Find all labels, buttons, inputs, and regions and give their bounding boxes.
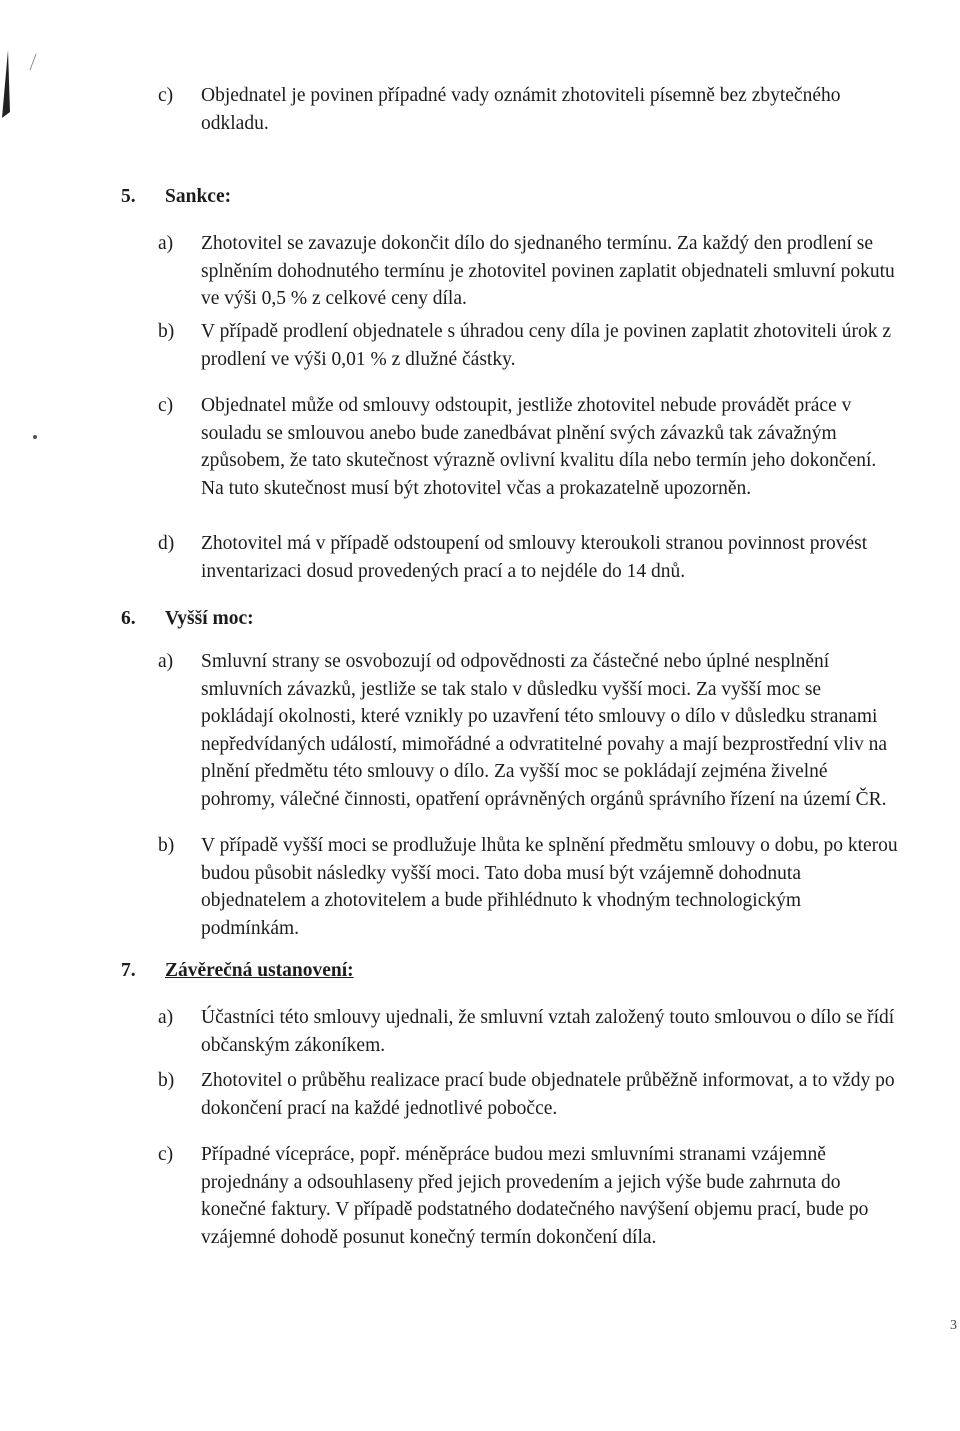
section-title: Sankce:	[165, 186, 232, 207]
clause-7b	[158, 1067, 898, 1122]
clause-text: Případné vícepráce, popř. méněpráce budou mezi smluvními stranami vzájemně projednány a odsouhlaseny před jejich provedením a jejich výše bude zahrnuta do konečné faktury. V případě podstatného dodatečného navýšení objemu prací, bude po vzájemné dohodě posunut konečný termín dokončení díla.	[201, 1144, 869, 1248]
clause-label: c)	[158, 1144, 174, 1165]
clause-label: b)	[158, 321, 175, 342]
clause-text: V případě vyšší moci se prodlužuje lhůta ke splnění předmětu smlouvy o dobu, po kterou budou působit následky vyšší moci. Tato doba musí být vzájemně dohodnuta objednatelem a zhotovitelem a bude přihlédnuto k vhodným technologickým podmínkám.	[201, 835, 898, 939]
clause-text: Objednatel je povinen případné vady oznámit zhotoviteli písemně bez zbytečného odkladu.	[201, 85, 841, 134]
clause-label: d)	[158, 533, 175, 554]
clause-6b	[158, 832, 898, 942]
clause-4c	[158, 82, 898, 137]
section-title: Vyšší moc:	[165, 608, 254, 629]
clause-label: b)	[158, 835, 175, 856]
section-number: 7.	[121, 960, 136, 981]
clause-text: Zhotovitel o průběhu realizace prací bude objednatele průběžně informovat, a to vždy po dokončení prací na každé jednotlivé pobočce.	[201, 1070, 895, 1119]
clause-text: Zhotovitel má v případě odstoupení od smlouvy kteroukoli stranou povinnost provést inventarizaci dosud provedených prací a to nejdéle do 14 dnů.	[201, 533, 868, 582]
section-number: 5.	[121, 186, 136, 207]
clause-5a	[158, 230, 898, 313]
scan-edge-mark	[0, 40, 40, 120]
clause-text: V případě prodlení objednatele s úhradou ceny díla je povinen zaplatit zhotoviteli úrok z prodlení ve výši 0,01 % z dlužné částky.	[201, 321, 892, 370]
clause-label: c)	[158, 395, 174, 416]
section-7-heading	[121, 957, 354, 985]
section-5-heading	[121, 183, 231, 211]
clause-label: a)	[158, 1007, 174, 1028]
clause-5c	[158, 392, 898, 502]
scan-dot	[33, 435, 37, 439]
section-title: Závěrečná ustanovení:	[165, 960, 354, 981]
clause-label: b)	[158, 1070, 175, 1091]
page-number: 3	[950, 1318, 957, 1333]
clause-label: c)	[158, 85, 174, 106]
clause-5b	[158, 318, 898, 373]
section-6-heading	[121, 605, 254, 633]
clause-text: Objednatel může od smlouvy odstoupit, jestliže zhotovitel nebude provádět práce v souladu se smlouvou anebo bude zanedbávat plnění svých závazků tak závažným způsobem, že tato skutečnost výrazně ovlivní kvalitu díla nebo termín jeho dokončení. Na tuto skutečnost musí být zhotovitel včas a prokazatelně upozorněn.	[201, 395, 877, 499]
clause-label: a)	[158, 233, 174, 254]
clause-text: Zhotovitel se zavazuje dokončit dílo do sjednaného termínu. Za každý den prodlení se splněním dohodnutého termínu je zhotovitel povinen zaplatit objednateli smluvní pokutu ve výši 0,5 % z celkové ceny díla.	[201, 233, 895, 309]
clause-6a	[158, 648, 898, 813]
clause-5d	[158, 530, 898, 585]
clause-text: Účastníci této smlouvy ujednali, že smluvní vztah založený touto smlouvou o dílo se řídí občanským zákoníkem.	[201, 1007, 895, 1056]
clause-label: a)	[158, 651, 174, 672]
section-number: 6.	[121, 608, 136, 629]
clause-text: Smluvní strany se osvobozují od odpovědnosti za částečné nebo úplné nesplnění smluvních závazků, jestliže se tak stalo v důsledku vyšší moci. Za vyšší moc se pokládají okolnosti, které vznikly po uzavření této smlouvy o dílo v důsledku stranami nepředvídaných událostí, mimořádné a odvratitelné povahy a mají bezprostřední vliv na plnění předmětu této smlouvy o dílo. Za vyšší moc se pokládají zejména živelné pohromy, válečné činnosti, opatření oprávněných orgánů správního řízení na území ČR.	[201, 651, 888, 810]
clause-7a	[158, 1004, 898, 1059]
clause-7c	[158, 1141, 898, 1251]
